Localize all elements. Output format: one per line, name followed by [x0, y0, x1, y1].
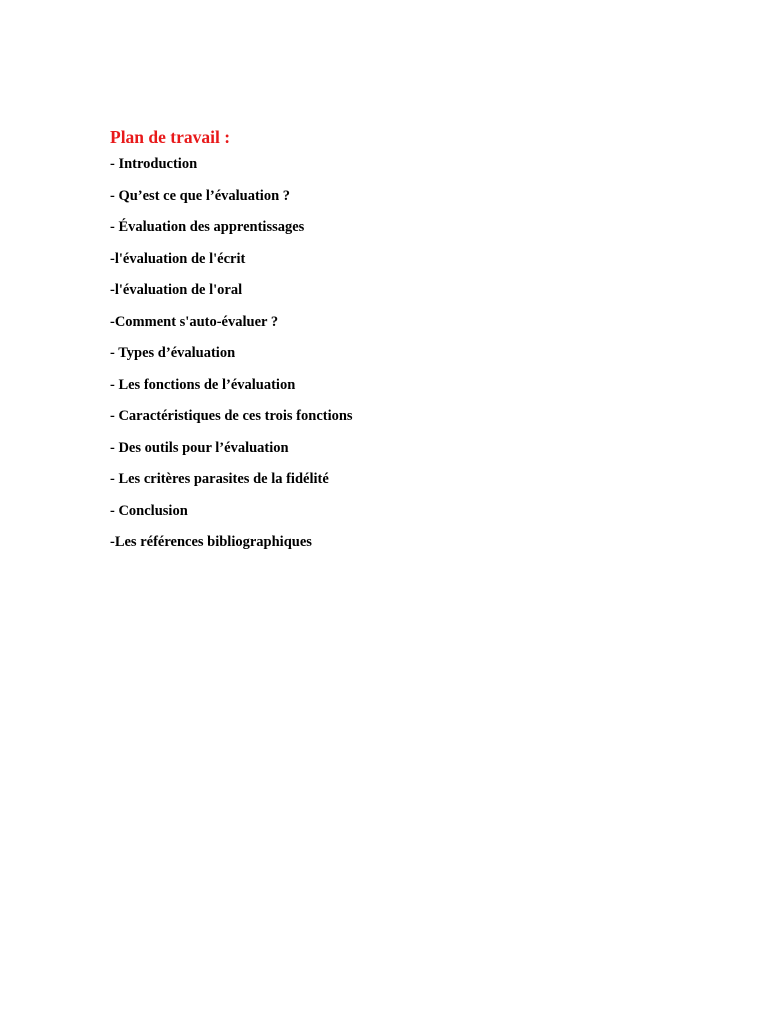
list-item-what-is-evaluation: - Qu’est ce que l’évaluation ?	[110, 187, 291, 204]
list-item-evaluation-functions: - Les fonctions de l’évaluation	[110, 376, 296, 393]
document-content	[110, 124, 710, 565]
page-title: Plan de travail :	[110, 127, 231, 147]
list-item-parasitic-criteria: - Les critères parasites de la fidélité	[110, 471, 329, 487]
list-item-learning-evaluation: - Évaluation des apprentissages	[110, 219, 305, 235]
list-item-evaluation-tools: - Des outils pour l’évaluation	[110, 439, 289, 456]
list-item-function-characteristics: - Caractéristiques de ces trois fonctions	[110, 408, 353, 424]
list-item-conclusion: - Conclusion	[110, 502, 188, 519]
list-item-introduction: - Introduction	[110, 156, 198, 172]
list-item-oral-evaluation: -l'évaluation de l'oral	[110, 282, 243, 298]
list-item-written-evaluation: -l'évaluation de l'écrit	[110, 250, 246, 267]
list-item-self-evaluation: -Comment s'auto-évaluer ?	[110, 313, 279, 330]
work-plan-list	[110, 155, 710, 551]
list-item-evaluation-types: - Types d’évaluation	[110, 345, 236, 361]
list-item-references: -Les références bibliographiques	[110, 534, 312, 550]
